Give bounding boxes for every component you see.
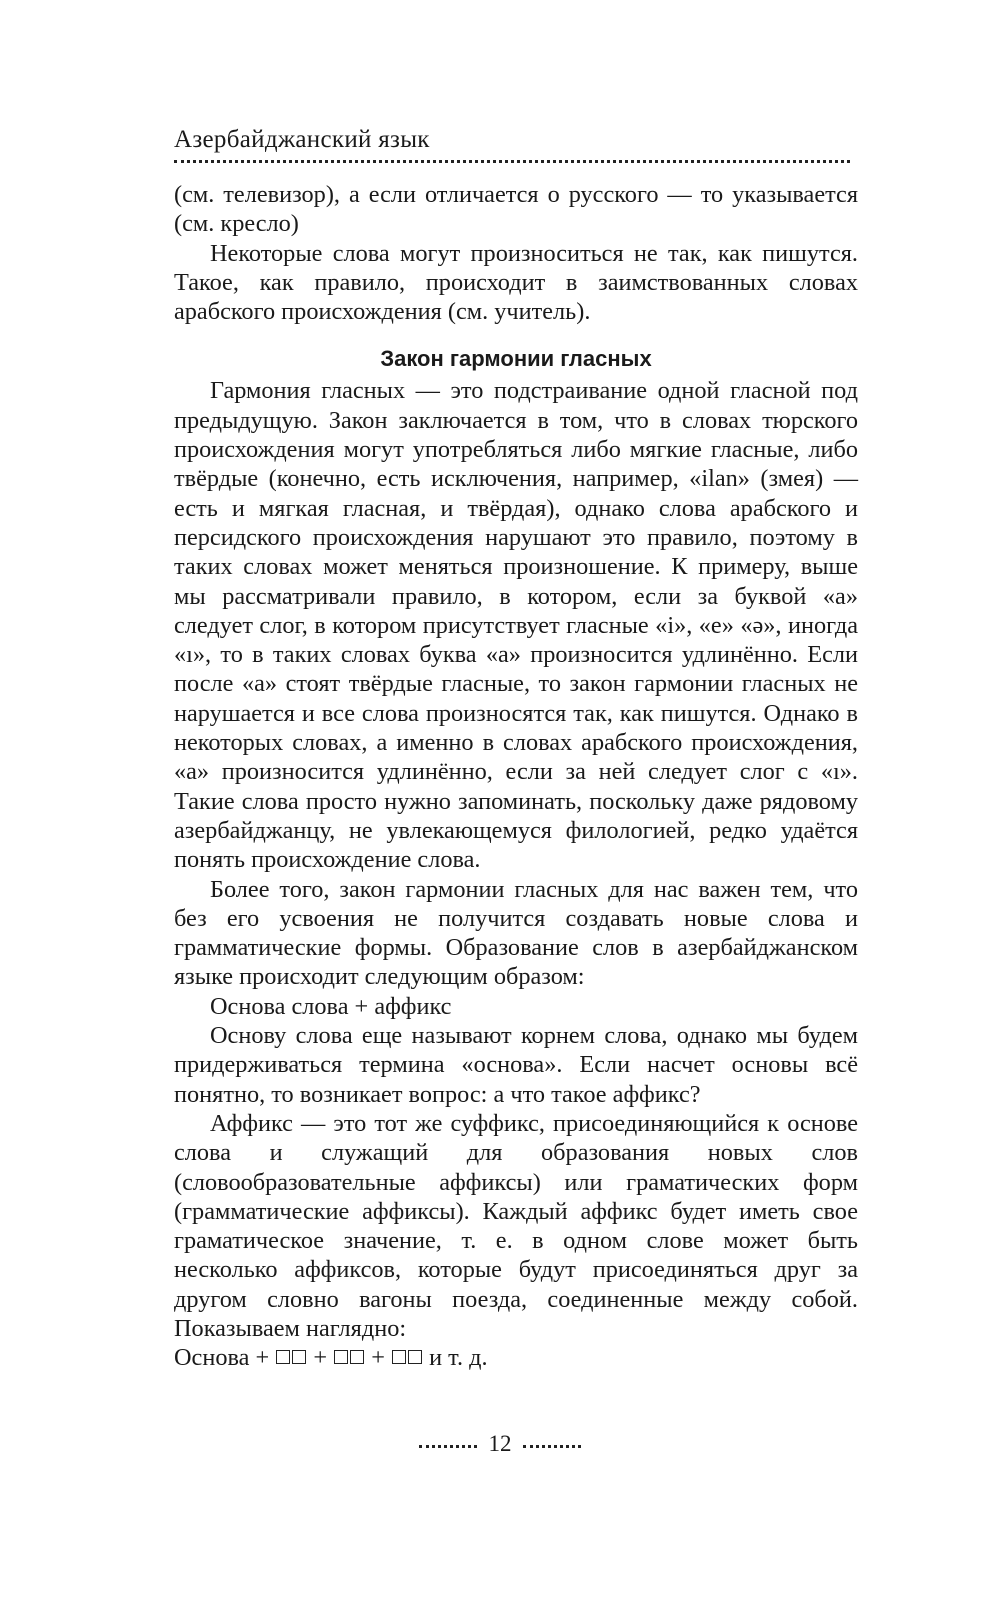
page-footer <box>0 1430 1000 1458</box>
formula-line: Основа слова + аффикс <box>210 992 452 1020</box>
formula-ending: и т. д. <box>429 1344 488 1372</box>
paragraph: Аффикс — это тот же суффикс, присоединяющийся к основе слова и служащий для образования новых слов (словообразовательные аффиксы) или граматических форм (грамматические аффиксы). Каждый аффикс будет иметь свое граматическое значение, т. е. в одном слове может быть несколько аффиксов, которые будут присоединяться друг за другом словно вагоны поезда, соединенные между собой. Показываем наглядно: <box>174 1109 858 1342</box>
page-number: 12 <box>488 1431 512 1456</box>
running-title: Азербайджанский язык <box>174 126 430 153</box>
footer-dots-left <box>419 1445 477 1448</box>
formula-plus: + <box>255 1344 270 1372</box>
paragraph: Основу слова еще называют корнем слова, однако мы будем придерживаться термина «основа». Если насчет основы всё понятно, то возникает вопрос: а что такое аффикс? <box>174 1022 858 1108</box>
section-heading: Закон гармонии гласных <box>380 346 652 372</box>
formula-base: Основа <box>174 1344 250 1372</box>
formula-plus: + <box>313 1344 328 1372</box>
paragraph: Гармония гласных — это подстраивание одной гласной под предыдущую. Закон заключается в том, что в словах тюрского происхождения могут употребляться либо мягкие гласные, либо твёрдые (конечно, есть исключения, например, «ilan» (змея) — есть и мягкая гласная, и твёрдая), однако слова арабского и персидского происхождения нарушают это правило, поэтому в таких словах может меняться произношение. К примеру, выше мы рассматривали правило, в котором, если за буквой «a» следует слог, в котором присутствует гласные «i», «e» «ə», иногда «ı», то в таких словах буква «a» произносится удлинённо. Если после «a» стоят твёрдые гласные, то закон гармонии гласных не нарушается и все слова произносятся так, как пишутся. Однако в некоторых словах, а именно в словах арабского происхождения, «a» произносится удлинённо, если за ней следует слог с «ı». Такие слова просто нужно запоминать, поскольку даже рядовому азербайджанцу, не увлекающемуся филологией, редко удаётся понять происхождение слова. <box>174 377 858 874</box>
footer-dots-right <box>523 1445 581 1448</box>
header-dotted-rule <box>174 160 850 163</box>
paragraph-continued: (см. телевизор), а если отличается о русского — то указывается (см. кресло) <box>174 181 858 238</box>
affix-formula <box>174 1343 858 1372</box>
body-text <box>174 180 858 1373</box>
paragraph: Некоторые слова могут произноситься не так, как пишутся. Такое, как правило, происходит в заимствованных словах арабского происхождения (см. учитель). <box>174 239 858 326</box>
paragraph: Более того, закон гармонии гласных для нас важен тем, что без его усвоения не получится создавать новые слова и грамматические формы. Образование слов в азербайджанском языке происходит следующим образом: <box>174 875 858 991</box>
formula-plus: + <box>371 1344 385 1372</box>
running-head <box>174 124 850 163</box>
affix-placeholder <box>275 1343 307 1372</box>
affix-placeholder <box>333 1343 365 1372</box>
affix-placeholder <box>391 1343 423 1372</box>
